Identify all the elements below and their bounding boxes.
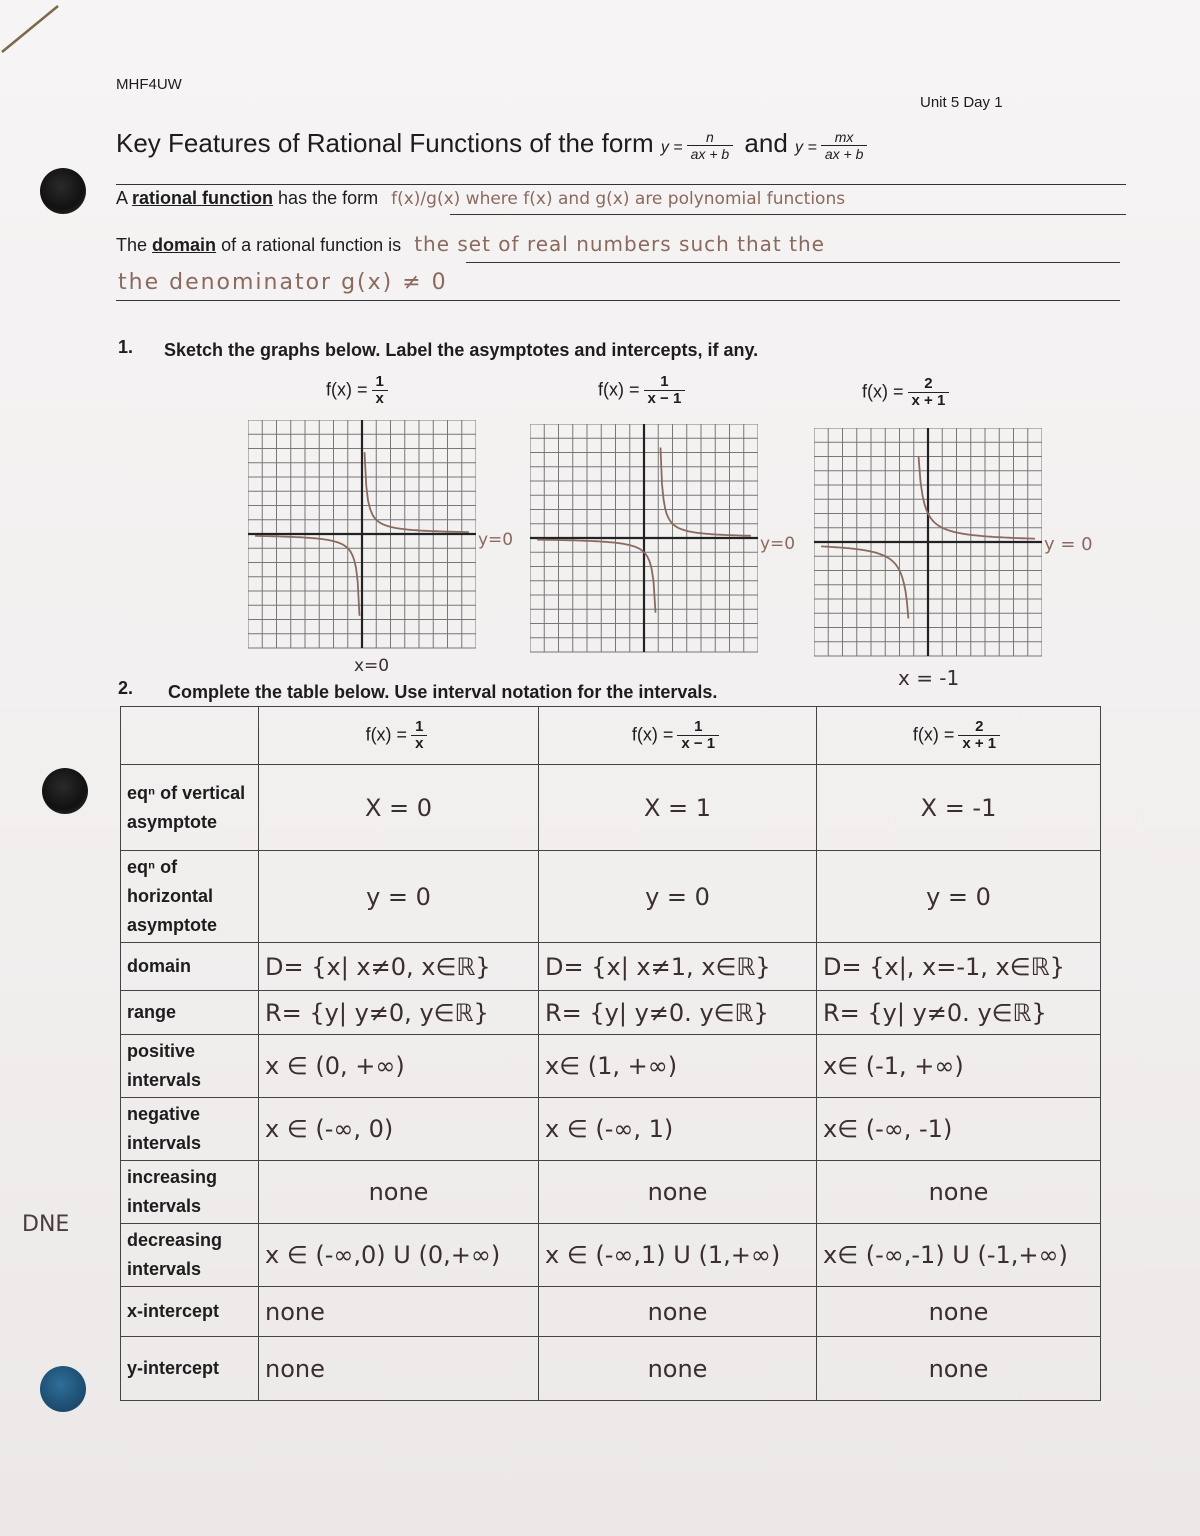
row-label: eqⁿ of horizontal asymptote [121, 851, 259, 943]
domain-answer-line-1 [466, 262, 1120, 263]
graph-3-num: 2 [908, 376, 950, 393]
cell-ha-2: y = 0 [539, 851, 817, 943]
graph-1-grid [248, 420, 476, 650]
cell-decreasing-1: x ∈ (-∞,0) U (0,+∞) [259, 1224, 539, 1287]
binder-hole-1 [40, 168, 86, 214]
table-row-decreasing-intervals [121, 1224, 1101, 1287]
graph-1-den: x [375, 390, 384, 407]
binder-hole-3 [40, 1366, 86, 1412]
graph-2-label [598, 374, 689, 407]
rational-term: rational function [132, 188, 274, 208]
row-label: increasing intervals [121, 1161, 259, 1224]
function-curve [821, 546, 908, 618]
graph-3-h-asymptote-label: y = 0 [1044, 534, 1093, 555]
form1-num: n [687, 129, 734, 146]
domain-prefix: The [116, 235, 148, 255]
cell-xint-1: none [259, 1287, 539, 1337]
graph-3-label [862, 376, 953, 409]
graph-2-h-asymptote-label: y=0 [760, 534, 796, 554]
domain-suffix: of a rational function is [221, 235, 402, 255]
graph-1-h-asymptote-label: y=0 [478, 530, 514, 550]
cell-domain-2: D= {x| x≠1, x∈ℝ} [539, 943, 817, 991]
table-row-positive-intervals [121, 1035, 1101, 1098]
header-3-den: x + 1 [962, 735, 997, 752]
function-curve [661, 448, 751, 536]
graph-1-label [326, 374, 392, 407]
header-1-fx: f(x) = [365, 724, 408, 745]
rational-answer-line [450, 214, 1126, 215]
graph-3-v-asymptote-label: x = -1 [898, 666, 960, 690]
form1-y: y = [660, 139, 683, 156]
cell-increasing-1: none [259, 1161, 539, 1224]
cell-ha-3: y = 0 [817, 851, 1101, 943]
course-code: MHF4UW [116, 76, 182, 93]
question-2-number: 2. [118, 678, 134, 698]
row-label: y-intercept [121, 1337, 259, 1401]
cell-decreasing-2: x ∈ (-∞,1) U (1,+∞) [539, 1224, 817, 1287]
table-header-1 [259, 707, 539, 765]
question-1-number: 1. [118, 337, 134, 357]
cell-negative-2: x ∈ (-∞, 1) [539, 1098, 817, 1161]
table-row-domain [121, 943, 1101, 991]
form2-den: ax + b [824, 145, 864, 162]
table-row-y-intercept [121, 1337, 1101, 1401]
page-title [116, 128, 871, 162]
margin-note-dne: DNE [22, 1212, 70, 1237]
unit-label: Unit 5 Day 1 [920, 94, 1003, 111]
header-3-fraction [958, 719, 1000, 752]
header-1-num: 1 [411, 719, 427, 736]
table-header-3 [817, 707, 1101, 765]
pencil-mark [0, 0, 60, 60]
domain-term: domain [152, 235, 217, 255]
question-2-text: Complete the table below. Use interval notation for the intervals. [168, 682, 718, 702]
cell-negative-1: x ∈ (-∞, 0) [259, 1098, 539, 1161]
form1-fraction [687, 129, 734, 162]
row-label: domain [121, 943, 259, 991]
cell-range-3: R= {y| y≠0. y∈ℝ} [817, 991, 1101, 1035]
row-label: eqⁿ of vertical asymptote [121, 765, 259, 851]
cell-va-2: X = 1 [539, 765, 817, 851]
table-row-x-intercept [121, 1287, 1101, 1337]
rational-suffix: has the form [278, 188, 379, 208]
table-row-increasing-intervals [121, 1161, 1101, 1224]
cell-range-1: R= {y| y≠0, y∈ℝ} [259, 991, 539, 1035]
cell-increasing-2: none [539, 1161, 817, 1224]
header-1-fraction [411, 719, 427, 752]
function-curve [919, 456, 1035, 538]
form2-num: mx [821, 129, 868, 146]
domain-answer-1: the set of real numbers such that the [414, 232, 825, 256]
rational-definition [116, 188, 845, 209]
cell-yint-1: none [259, 1337, 539, 1401]
row-label: negative intervals [121, 1098, 259, 1161]
header-2-fx: f(x) = [631, 724, 674, 745]
row-label: x-intercept [121, 1287, 259, 1337]
graph-3-den: x + 1 [911, 392, 946, 409]
cell-positive-1: x ∈ (0, +∞) [259, 1035, 539, 1098]
graph-2-fraction [644, 374, 686, 407]
table-row-vertical-asymptote [121, 765, 1101, 851]
question-1-text: Sketch the graphs below. Label the asymptotes and intercepts, if any. [164, 340, 759, 360]
graph-1-fraction [372, 374, 388, 407]
graph-1-v-asymptote-label: x=0 [354, 656, 390, 676]
cell-decreasing-3: x∈ (-∞,-1) U (-1,+∞) [817, 1224, 1101, 1287]
cell-domain-1: D= {x| x≠0, x∈ℝ} [259, 943, 539, 991]
cell-xint-2: none [539, 1287, 817, 1337]
cell-va-1: X = 0 [259, 765, 539, 851]
form2-fraction [821, 129, 868, 162]
binder-hole-2 [42, 768, 88, 814]
graph-2-grid [530, 424, 758, 654]
header-2-num: 1 [677, 719, 719, 736]
cell-negative-3: x∈ (-∞, -1) [817, 1098, 1101, 1161]
header-3-fx: f(x) = [912, 724, 955, 745]
domain-answer-line-2 [116, 300, 1120, 301]
cell-positive-2: x∈ (1, +∞) [539, 1035, 817, 1098]
form2-y: y = [795, 139, 817, 156]
graph-1-fx: f(x) = [326, 379, 368, 400]
table-header-row [121, 707, 1101, 765]
header-3-num: 2 [958, 719, 1000, 736]
graph-2-den: x − 1 [647, 390, 682, 407]
form1-den: ax + b [690, 145, 730, 162]
domain-answer-2: the denominator g(x) ≠ 0 [118, 270, 448, 295]
header-2-den: x − 1 [681, 735, 716, 752]
table-row-horizontal-asymptote [121, 851, 1101, 943]
cell-range-2: R= {y| y≠0. y∈ℝ} [539, 991, 817, 1035]
graph-2-num: 1 [644, 374, 686, 391]
cell-yint-3: none [817, 1337, 1101, 1401]
row-label: positive intervals [121, 1035, 259, 1098]
cell-increasing-3: none [817, 1161, 1101, 1224]
cell-ha-1: y = 0 [259, 851, 539, 943]
rational-answer: f(x)/g(x) where f(x) and g(x) are polynomial functions [391, 189, 846, 209]
row-label: range [121, 991, 259, 1035]
cell-xint-3: none [817, 1287, 1101, 1337]
cell-va-3: X = -1 [817, 765, 1101, 851]
title-text: Key Features of Rational Functions of the form [116, 128, 654, 158]
cell-domain-3: D= {x|, x=-1, x∈ℝ} [817, 943, 1101, 991]
domain-definition [116, 232, 825, 256]
row-label: decreasing intervals [121, 1224, 259, 1287]
key-features-table [120, 706, 1101, 1401]
table-header-2 [539, 707, 817, 765]
table-row-range [121, 991, 1101, 1035]
function-curve [537, 540, 655, 613]
cell-yint-2: none [539, 1337, 817, 1401]
rational-prefix: A [116, 188, 128, 208]
table-row-negative-intervals [121, 1098, 1101, 1161]
graph-3-fx: f(x) = [862, 381, 904, 402]
title-rule [116, 184, 1126, 185]
graph-3-grid [814, 428, 1042, 658]
cell-positive-3: x∈ (-1, +∞) [817, 1035, 1101, 1098]
graph-1-num: 1 [372, 374, 388, 391]
header-2-fraction [677, 719, 719, 752]
title-and: and [744, 128, 788, 158]
graph-2-fx: f(x) = [598, 379, 640, 400]
table-corner-cell [121, 707, 259, 765]
header-1-den: x [415, 735, 424, 752]
graph-3-fraction [908, 376, 950, 409]
